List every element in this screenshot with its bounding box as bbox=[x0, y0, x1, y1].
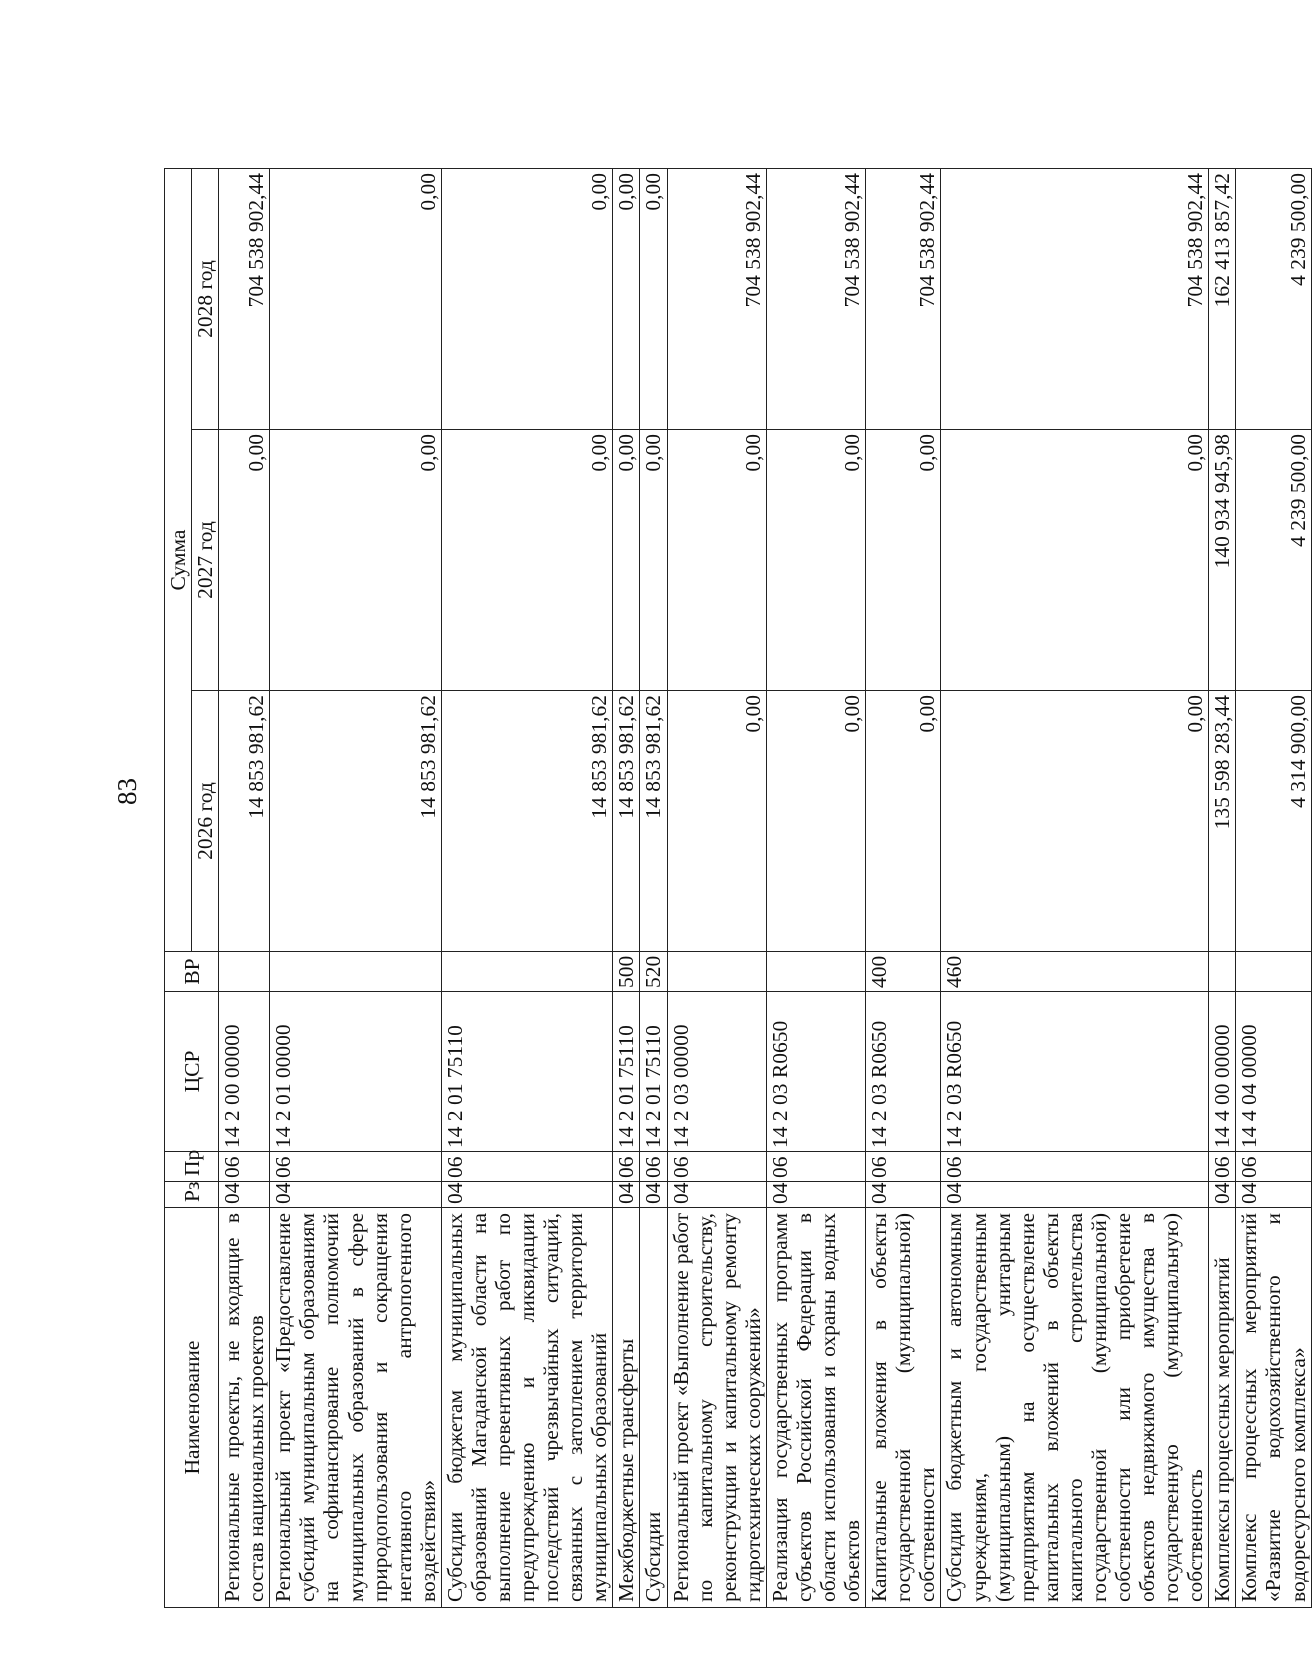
table-header bbox=[165, 168, 219, 1607]
row-sum-2028: 704 538 902,44 bbox=[866, 168, 941, 429]
row-sum-2027: 140 934 945,98 bbox=[1209, 430, 1236, 691]
row-name: Реализация государственных программ субъектов Российской Федерации в области использования и охраны водных объектов bbox=[766, 1208, 865, 1608]
row-sum-2026: 0,00 bbox=[667, 691, 766, 952]
row-name: Комплексы процессных мероприятий bbox=[1209, 1208, 1236, 1608]
row-sum-2026: 0,00 bbox=[941, 691, 1209, 952]
row-sum-2027: 0,00 bbox=[270, 430, 442, 691]
row-name: Комплекс процессных мероприятий «Развитие водохозяйственного и водоресурсного комплекса» bbox=[1236, 1208, 1311, 1608]
row-name: Межбюджетные трансферты bbox=[613, 1208, 640, 1608]
row-sum-2027: 0,00 bbox=[667, 430, 766, 691]
row-pr: 06 bbox=[941, 1152, 1209, 1182]
rotated-table-container bbox=[164, 168, 1310, 1608]
row-name: Капитальные вложения в объекты государственной (муниципальной) собственности bbox=[866, 1208, 941, 1608]
row-name: Региональные проекты, не входящие в состав национальных проектов bbox=[219, 1208, 270, 1608]
row-sum-2026: 135 598 283,44 bbox=[1209, 691, 1236, 952]
row-name: Региональный проект «Выполнение работ по капитальному строительству, реконструкции и капитальному ремонту гидротехнических сооружений» bbox=[667, 1208, 766, 1608]
row-sum-2028: 162 413 857,42 bbox=[1209, 168, 1236, 429]
row-rz: 04 bbox=[1209, 1182, 1236, 1208]
table-row bbox=[219, 168, 270, 1607]
row-sum-2028: 0,00 bbox=[270, 168, 442, 429]
row-sum-2027: 0,00 bbox=[866, 430, 941, 691]
page-number: 83 bbox=[112, 778, 142, 805]
row-sum-2028: 0,00 bbox=[441, 168, 613, 429]
header-name: Наименование bbox=[165, 1208, 219, 1608]
row-sum-2026: 14 853 981,62 bbox=[613, 691, 640, 952]
row-pr: 06 bbox=[441, 1152, 613, 1182]
row-rz: 04 bbox=[441, 1182, 613, 1208]
row-pr: 06 bbox=[866, 1152, 941, 1182]
row-csr: 14 2 01 75110 bbox=[441, 992, 613, 1152]
table-row bbox=[441, 168, 613, 1607]
row-vr bbox=[667, 952, 766, 992]
row-sum-2026: 0,00 bbox=[866, 691, 941, 952]
row-pr: 06 bbox=[766, 1152, 865, 1182]
header-year-2027: 2027 год bbox=[192, 430, 219, 691]
table-body bbox=[219, 168, 1311, 1607]
header-pr: Пр bbox=[165, 1152, 219, 1182]
row-sum-2028: 0,00 bbox=[640, 168, 667, 429]
row-csr: 14 2 03 R0650 bbox=[941, 992, 1209, 1152]
header-year-2028: 2028 год bbox=[192, 168, 219, 429]
row-csr: 14 2 01 75110 bbox=[640, 992, 667, 1152]
row-pr: 06 bbox=[1209, 1152, 1236, 1182]
table-row bbox=[941, 168, 1209, 1607]
row-sum-2026: 0,00 bbox=[766, 691, 865, 952]
row-sum-2026: 14 853 981,62 bbox=[441, 691, 613, 952]
row-csr: 14 4 00 00000 bbox=[1209, 992, 1236, 1152]
row-sum-2027: 0,00 bbox=[219, 430, 270, 691]
row-vr bbox=[441, 952, 613, 992]
row-sum-2027: 0,00 bbox=[441, 430, 613, 691]
row-vr bbox=[270, 952, 442, 992]
header-year-2026: 2026 год bbox=[192, 691, 219, 952]
row-csr: 14 2 03 00000 bbox=[667, 992, 766, 1152]
row-pr: 06 bbox=[270, 1152, 442, 1182]
table-row bbox=[1209, 168, 1236, 1607]
row-pr: 06 bbox=[1236, 1152, 1311, 1182]
row-sum-2028: 704 538 902,44 bbox=[219, 168, 270, 429]
row-csr: 14 2 03 R0650 bbox=[766, 992, 865, 1152]
row-vr: 520 bbox=[640, 952, 667, 992]
row-csr: 14 4 04 00000 bbox=[1236, 992, 1311, 1152]
row-sum-2026: 4 314 900,00 bbox=[1236, 691, 1311, 952]
table-row bbox=[640, 168, 667, 1607]
row-name: Региональный проект «Предоставление субсидий муниципальным образованиям на софинансирование полномочий муниципальных образований в сфере природопользования и сокращения негативного антропогенного воздействия» bbox=[270, 1208, 442, 1608]
row-sum-2026: 14 853 981,62 bbox=[219, 691, 270, 952]
row-sum-2027: 0,00 bbox=[766, 430, 865, 691]
row-pr: 06 bbox=[219, 1152, 270, 1182]
row-vr bbox=[1236, 952, 1311, 992]
row-rz: 04 bbox=[270, 1182, 442, 1208]
row-rz: 04 bbox=[766, 1182, 865, 1208]
row-rz: 04 bbox=[219, 1182, 270, 1208]
row-sum-2028: 0,00 bbox=[613, 168, 640, 429]
row-vr bbox=[219, 952, 270, 992]
table-row bbox=[613, 168, 640, 1607]
row-rz: 04 bbox=[941, 1182, 1209, 1208]
table-row bbox=[1236, 168, 1311, 1607]
row-vr bbox=[766, 952, 865, 992]
row-sum-2028: 4 239 500,00 bbox=[1236, 168, 1311, 429]
row-rz: 04 bbox=[667, 1182, 766, 1208]
row-csr: 14 2 00 00000 bbox=[219, 992, 270, 1152]
row-sum-2028: 704 538 902,44 bbox=[766, 168, 865, 429]
row-name: Субсидии бюджетным и автономным учреждениям, государственным (муниципальным) унитарным предприятиям на осуществление капитальных вложений в объекты капитального строительства государственной (муниципальной) собственности или приобретение объектов недвижимого имущества в государственную (муниципальную) собственность bbox=[941, 1208, 1209, 1608]
row-rz: 04 bbox=[1236, 1182, 1311, 1208]
table-row bbox=[866, 168, 941, 1607]
table-row bbox=[766, 168, 865, 1607]
row-sum-2028: 704 538 902,44 bbox=[941, 168, 1209, 429]
row-vr: 400 bbox=[866, 952, 941, 992]
row-rz: 04 bbox=[640, 1182, 667, 1208]
row-sum-2028: 704 538 902,44 bbox=[667, 168, 766, 429]
row-pr: 06 bbox=[613, 1152, 640, 1182]
row-name: Субсидии бюджетам муниципальных образований Магаданской области на выполнение превентивных работ по предупреждению и ликвидации последствий чрезвычайных ситуаций, связанных с затоплением территории муниципальных образований bbox=[441, 1208, 613, 1608]
header-sum: Сумма bbox=[165, 168, 192, 951]
table-row bbox=[270, 168, 442, 1607]
row-vr bbox=[1209, 952, 1236, 992]
row-vr: 500 bbox=[613, 952, 640, 992]
row-sum-2027: 0,00 bbox=[640, 430, 667, 691]
header-csr: ЦСР bbox=[165, 992, 219, 1152]
row-csr: 14 2 03 R0650 bbox=[866, 992, 941, 1152]
table-row bbox=[667, 168, 766, 1607]
row-pr: 06 bbox=[667, 1152, 766, 1182]
row-sum-2027: 4 239 500,00 bbox=[1236, 430, 1311, 691]
budget-table bbox=[164, 168, 1312, 1608]
row-rz: 04 bbox=[866, 1182, 941, 1208]
row-sum-2027: 0,00 bbox=[613, 430, 640, 691]
row-rz: 04 bbox=[613, 1182, 640, 1208]
row-csr: 14 2 01 75110 bbox=[613, 992, 640, 1152]
row-csr: 14 2 01 00000 bbox=[270, 992, 442, 1152]
row-sum-2026: 14 853 981,62 bbox=[270, 691, 442, 952]
header-vr: ВР bbox=[165, 952, 219, 992]
header-rz: Рз bbox=[165, 1182, 219, 1208]
row-sum-2027: 0,00 bbox=[941, 430, 1209, 691]
row-sum-2026: 14 853 981,62 bbox=[640, 691, 667, 952]
row-name: Субсидии bbox=[640, 1208, 667, 1608]
row-vr: 460 bbox=[941, 952, 1209, 992]
row-pr: 06 bbox=[640, 1152, 667, 1182]
